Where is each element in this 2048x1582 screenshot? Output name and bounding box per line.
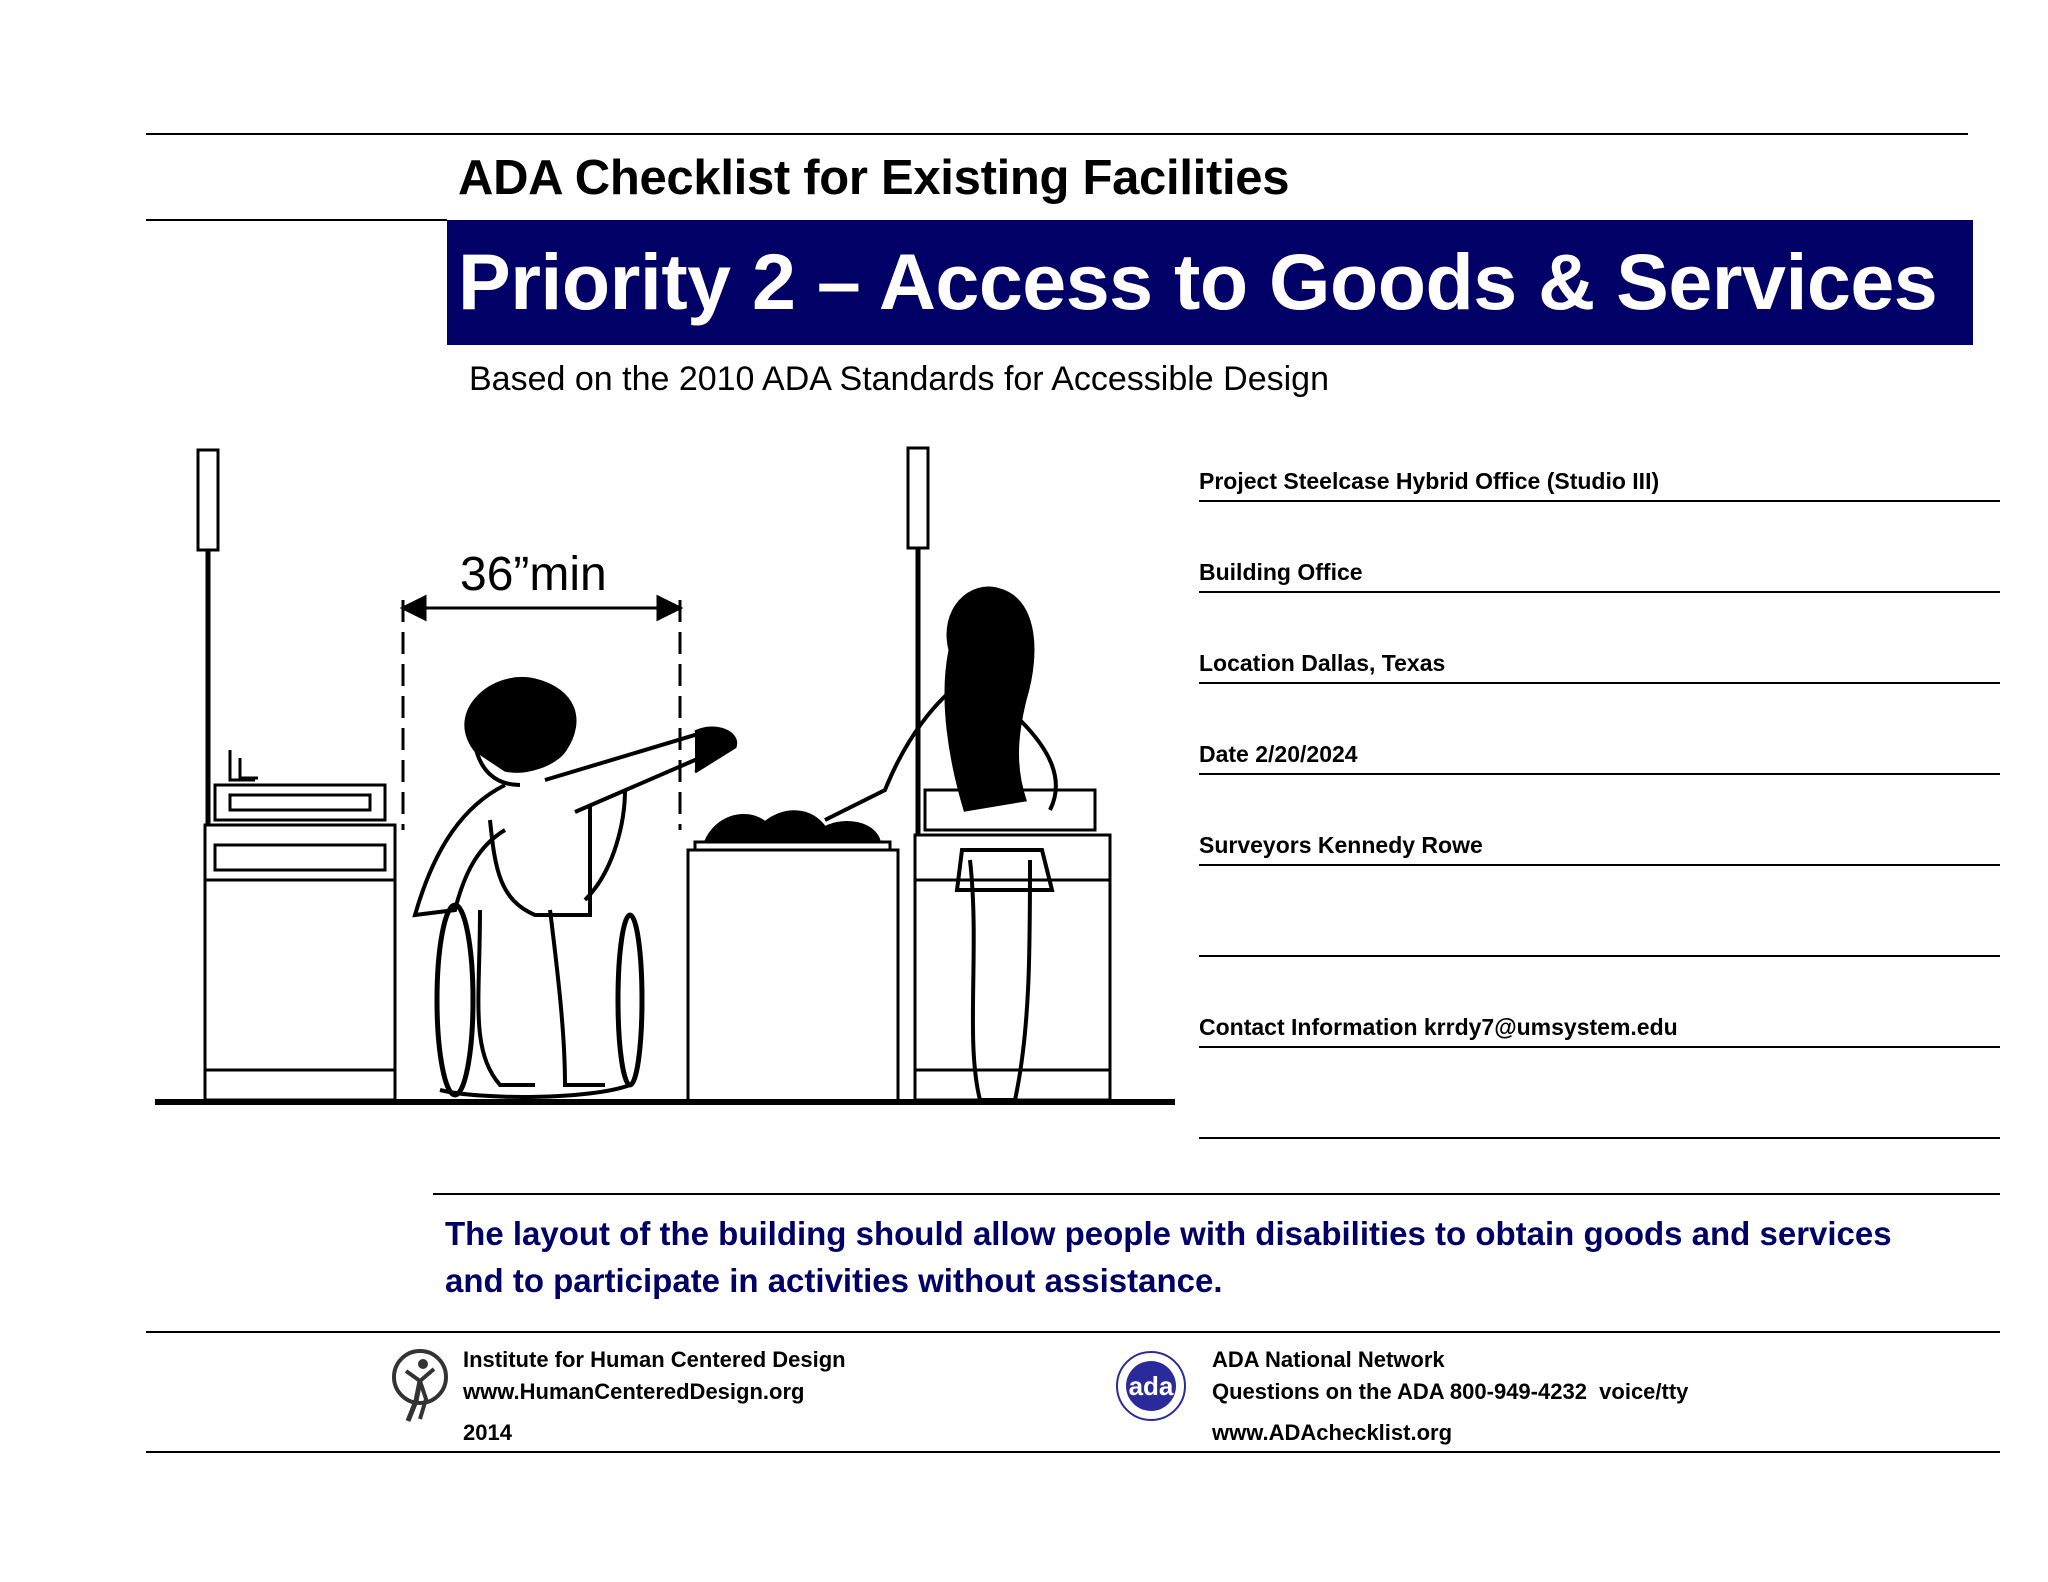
standing-staff-figure <box>825 588 1056 1100</box>
document-subtitle: ADA Checklist for Existing Facilities <box>458 151 1290 205</box>
footer-left-year: 2014 <box>463 1420 512 1445</box>
footer-right-url[interactable]: www.ADAchecklist.org <box>1212 1420 1453 1445</box>
mission-line-2: and to participate in activities without assistance. <box>445 1262 1223 1299</box>
footer-right-phone: Questions on the ADA 800-949-4232 voice/tty <box>1212 1379 1689 1404</box>
building-value: Building Office <box>1199 559 1363 585</box>
surveyors-value: Surveyors Kennedy Rowe <box>1199 832 1483 858</box>
page-title: Priority 2 – Access to Goods & Services <box>458 237 1938 326</box>
standards-note: Based on the 2010 ADA Standards for Accessible Design <box>469 360 1329 398</box>
right-counter <box>915 790 1110 1100</box>
location-value: Location Dallas, Texas <box>1199 650 1446 676</box>
contact-field <box>1199 1006 2000 1048</box>
blank-field <box>1199 915 2000 957</box>
right-sign <box>908 448 928 548</box>
mission-line-1: The layout of the building should allow people with disabilities to obtain goods and services <box>445 1215 1892 1252</box>
ada-logo-text: ada <box>1128 1371 1174 1401</box>
dimension-label: 36”min <box>460 548 607 601</box>
footer-bottom-rule <box>146 1451 2000 1453</box>
surveyors-field <box>1199 824 2000 866</box>
left-sign <box>198 450 218 550</box>
footer-left-org: Institute for Human Centered Design <box>463 1347 846 1372</box>
blank-field-2 <box>1199 1097 2000 1139</box>
date-field <box>1199 733 2000 775</box>
building-field <box>1199 551 2000 593</box>
mission-top-rule <box>433 1193 2000 1195</box>
date-value: Date 2/20/2024 <box>1199 741 1358 767</box>
service-counter-wheelchair-icon <box>150 440 1180 1120</box>
footer-left-url[interactable]: www.HumanCenteredDesign.org <box>463 1379 805 1404</box>
mission-statement <box>445 1210 1985 1304</box>
top-rule <box>146 133 1968 135</box>
project-value: Project Steelcase Hybrid Office (Studio III) <box>1199 468 1660 494</box>
project-field <box>1199 460 2000 502</box>
ihcd-logo-icon <box>390 1347 450 1425</box>
footer-right-org: ADA National Network <box>1212 1347 1445 1372</box>
location-field <box>1199 642 2000 684</box>
footer-top-rule <box>146 1331 2000 1333</box>
left-counter <box>205 750 395 1100</box>
ada-network-logo-icon <box>1115 1350 1187 1422</box>
subtitle-rule <box>146 219 447 221</box>
contact-value: Contact Information krrdy7@umsystem.edu <box>1199 1014 1678 1040</box>
center-counter <box>688 811 898 1100</box>
